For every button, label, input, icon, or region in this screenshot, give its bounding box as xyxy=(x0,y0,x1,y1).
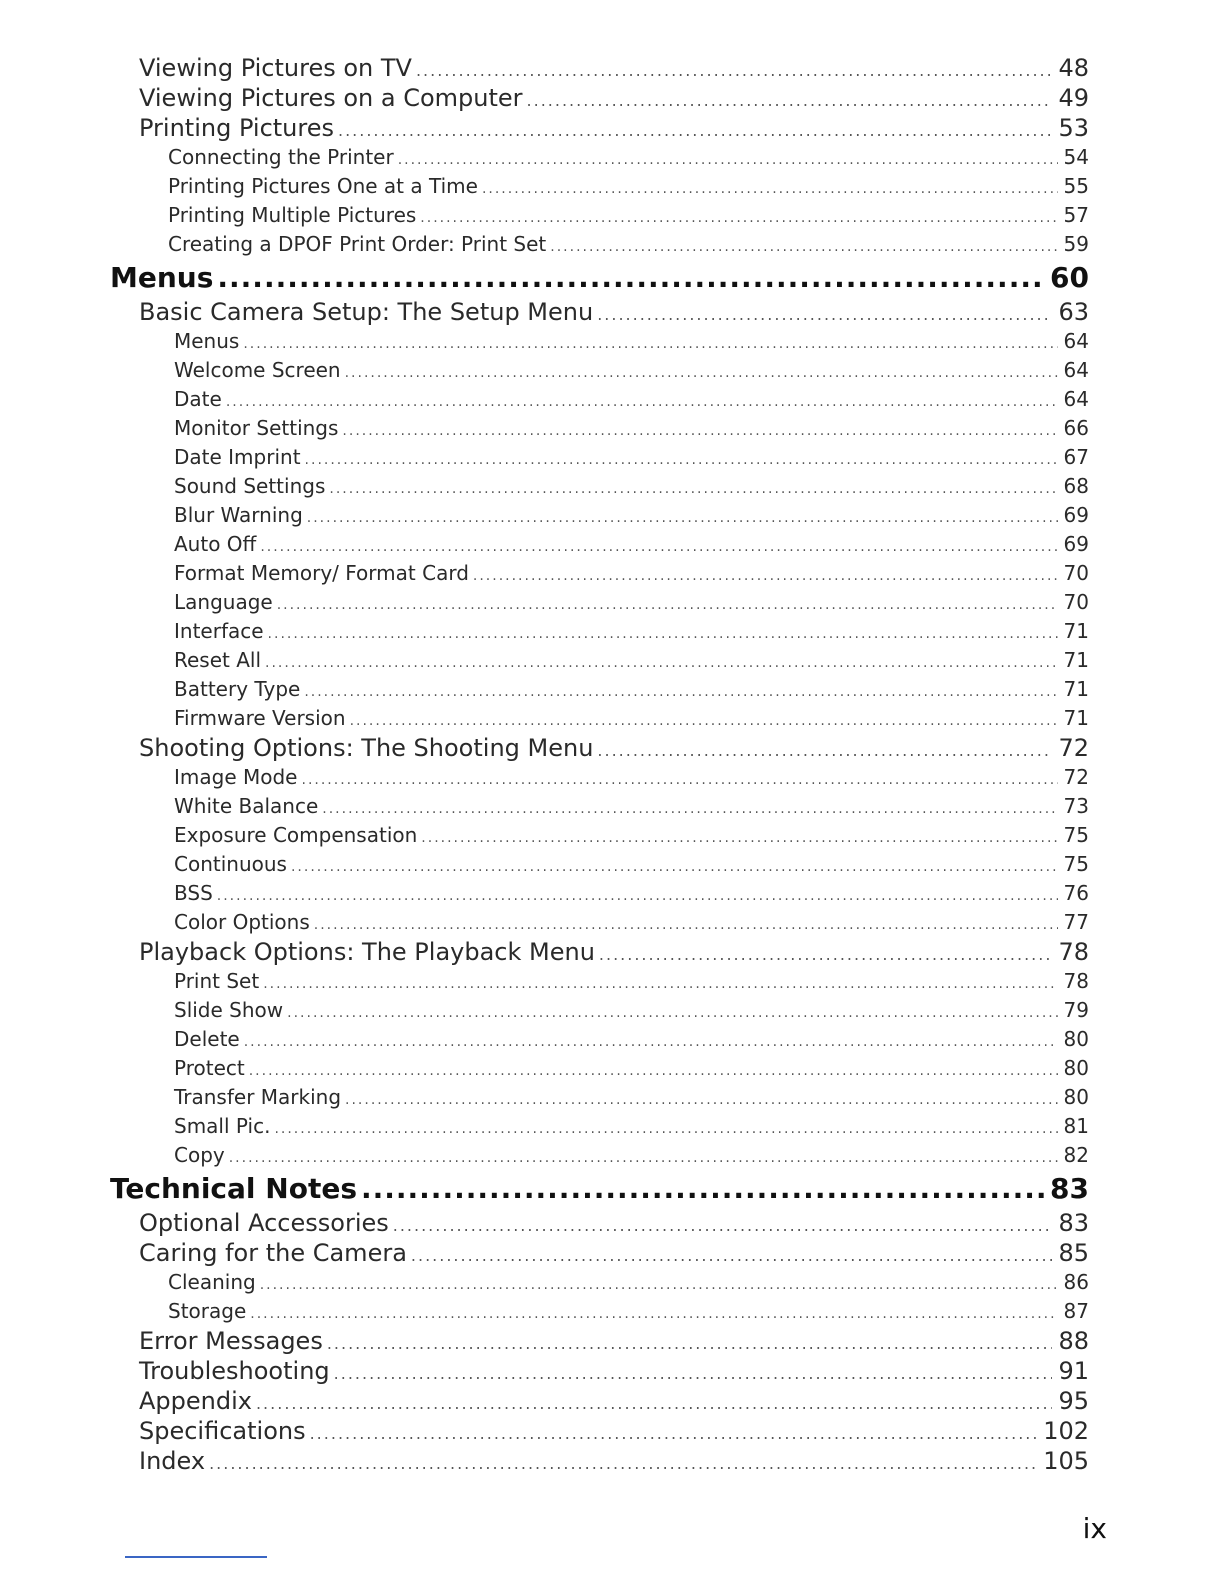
toc-entry-title: Troubleshooting xyxy=(139,1357,330,1385)
dot-leader xyxy=(329,475,1057,501)
toc-entry-title: Playback Options: The Playback Menu xyxy=(139,938,595,966)
dot-leader xyxy=(473,562,1058,588)
toc-entry-title: Firmware Version xyxy=(174,706,346,730)
toc-entry-title: Image Mode xyxy=(174,765,298,789)
toc-entry-page: 85 xyxy=(1058,1239,1089,1267)
toc-entry-page: 57 xyxy=(1063,203,1089,227)
dot-leader xyxy=(217,259,1044,297)
toc-entry-title: Index xyxy=(139,1447,206,1475)
dot-leader xyxy=(291,853,1058,879)
toc-entry[interactable] xyxy=(0,501,1224,530)
dot-leader xyxy=(334,1359,1053,1386)
toc-entry-title: Copy xyxy=(174,1143,225,1167)
toc-entry[interactable] xyxy=(0,1386,1224,1416)
dot-leader xyxy=(260,533,1057,559)
toc-entry-page: 64 xyxy=(1063,358,1089,382)
dot-leader xyxy=(393,1211,1053,1238)
toc-entry-title: Date xyxy=(174,387,222,411)
toc-chapter-title: Technical Notes xyxy=(110,1172,357,1205)
toc-entry[interactable] xyxy=(0,443,1224,472)
toc-entry-title: Delete xyxy=(174,1027,240,1051)
dot-leader xyxy=(229,1144,1058,1170)
toc-entry-page: 67 xyxy=(1063,445,1089,469)
toc-entry[interactable] xyxy=(0,230,1224,259)
toc-entry-page: 80 xyxy=(1063,1056,1089,1080)
toc-entry-page: 66 xyxy=(1063,416,1089,440)
toc-entry-page: 69 xyxy=(1063,532,1089,556)
toc-entry-page: 86 xyxy=(1063,1270,1089,1294)
dot-leader xyxy=(250,1300,1057,1326)
toc-entry[interactable] xyxy=(0,675,1224,704)
toc-entry-page: 71 xyxy=(1063,619,1089,643)
toc-entry-page: 71 xyxy=(1063,648,1089,672)
dot-leader xyxy=(361,1170,1044,1208)
toc-entry-title: Printing Multiple Pictures xyxy=(168,203,417,227)
toc-entry[interactable] xyxy=(0,1446,1224,1476)
toc-entry-title: Printing Pictures One at a Time xyxy=(168,174,478,198)
dot-leader xyxy=(310,1419,1038,1446)
toc-entry-title: Slide Show xyxy=(174,998,284,1022)
toc-entry-page: 75 xyxy=(1063,823,1089,847)
toc-entry[interactable] xyxy=(0,937,1224,967)
dot-leader xyxy=(304,678,1057,704)
dot-leader xyxy=(314,911,1058,937)
dot-leader xyxy=(226,388,1058,414)
toc-entry-title: Viewing Pictures on a Computer xyxy=(139,84,523,112)
toc-entry[interactable] xyxy=(0,733,1224,763)
toc-entry-page: 79 xyxy=(1063,998,1089,1022)
toc-entry-title: Auto Off xyxy=(174,532,257,556)
toc-entry-page: 71 xyxy=(1063,706,1089,730)
toc-entry[interactable] xyxy=(0,821,1224,850)
toc-entry-title: Menus xyxy=(174,329,240,353)
toc-entry-page: 80 xyxy=(1063,1027,1089,1051)
toc-entry[interactable] xyxy=(0,559,1224,588)
toc-entry[interactable] xyxy=(0,356,1224,385)
toc-entry[interactable] xyxy=(0,327,1224,356)
toc-entry[interactable] xyxy=(0,617,1224,646)
toc-entry-page: 64 xyxy=(1063,329,1089,353)
toc-entry[interactable] xyxy=(0,113,1224,143)
toc-entry-title: Storage xyxy=(168,1299,247,1323)
dot-leader xyxy=(550,233,1057,259)
toc-entry-title: Sound Settings xyxy=(174,474,326,498)
toc-chapter-technical-notes[interactable] xyxy=(0,1170,1224,1208)
toc-entry[interactable] xyxy=(0,1054,1224,1083)
dot-leader xyxy=(599,940,1053,967)
toc-entry-page: 75 xyxy=(1063,852,1089,876)
toc-entry-page: 55 xyxy=(1063,174,1089,198)
dot-leader xyxy=(243,330,1057,356)
toc-entry-page: 72 xyxy=(1063,765,1089,789)
dot-leader xyxy=(411,1241,1053,1268)
toc-entry-page: 77 xyxy=(1063,910,1089,934)
toc-entry-page: 70 xyxy=(1063,561,1089,585)
toc-entry-title: Caring for the Camera xyxy=(139,1239,407,1267)
toc-entry[interactable] xyxy=(0,1025,1224,1054)
toc-entry-page: 53 xyxy=(1058,114,1089,142)
toc-entry-page: 81 xyxy=(1063,1114,1089,1138)
toc-entry[interactable] xyxy=(0,967,1224,996)
toc-entry[interactable] xyxy=(0,1238,1224,1268)
toc-entry-page: 102 xyxy=(1043,1417,1089,1445)
toc-entry-title: Specifications xyxy=(139,1417,306,1445)
toc-entry-page: 76 xyxy=(1063,881,1089,905)
dot-leader xyxy=(260,1271,1058,1297)
toc-entry[interactable] xyxy=(0,53,1224,83)
toc-entry[interactable] xyxy=(0,172,1224,201)
toc-entry[interactable] xyxy=(0,530,1224,559)
dot-leader xyxy=(350,707,1058,733)
toc-chapter-page: 60 xyxy=(1050,261,1089,294)
toc-entry-title: Battery Type xyxy=(174,677,301,701)
dot-leader xyxy=(345,359,1058,385)
toc-entry-page: 69 xyxy=(1063,503,1089,527)
toc-chapter-title: Menus xyxy=(110,261,214,294)
toc-entry[interactable] xyxy=(0,850,1224,879)
toc-entry[interactable] xyxy=(0,1083,1224,1112)
toc-entry-title: Blur Warning xyxy=(174,503,303,527)
toc-entry-page: 59 xyxy=(1063,232,1089,256)
toc-entry-title: Welcome Screen xyxy=(174,358,341,382)
dot-leader xyxy=(398,146,1058,172)
toc-entry[interactable] xyxy=(0,1141,1224,1170)
toc-entry-title: Small Pic. xyxy=(174,1114,271,1138)
toc-entry-title: Protect xyxy=(174,1056,245,1080)
toc-entry[interactable] xyxy=(0,385,1224,414)
toc-entry-title: Color Options xyxy=(174,910,310,934)
dot-leader xyxy=(420,204,1057,230)
dot-leader xyxy=(263,970,1057,996)
toc-entry-title: Continuous xyxy=(174,852,287,876)
dot-leader xyxy=(268,620,1058,646)
toc-entry-page: 49 xyxy=(1058,84,1089,112)
toc-entry[interactable] xyxy=(0,1416,1224,1446)
toc-entry[interactable] xyxy=(0,879,1224,908)
toc-entry[interactable] xyxy=(0,472,1224,501)
dot-leader xyxy=(345,1086,1058,1112)
toc-entry-title: Interface xyxy=(174,619,264,643)
toc-entry-title: Print Set xyxy=(174,969,260,993)
toc-entry-page: 95 xyxy=(1058,1387,1089,1415)
dot-leader xyxy=(305,446,1058,472)
toc-entry-page: 78 xyxy=(1063,969,1089,993)
toc-entry-title: Format Memory/ Format Card xyxy=(174,561,469,585)
dot-leader xyxy=(307,504,1058,530)
toc-entry-page: 72 xyxy=(1058,734,1089,762)
toc-entry[interactable] xyxy=(0,1112,1224,1141)
dot-leader xyxy=(277,591,1058,617)
toc-entry[interactable] xyxy=(0,763,1224,792)
toc-entry[interactable] xyxy=(0,83,1224,113)
dot-leader xyxy=(327,1329,1053,1356)
toc-entry-title: Monitor Settings xyxy=(174,416,339,440)
dot-leader xyxy=(287,999,1057,1025)
dot-leader xyxy=(416,56,1052,83)
dot-leader xyxy=(322,795,1057,821)
toc-chapter-page: 83 xyxy=(1050,1172,1089,1205)
toc-entry[interactable] xyxy=(0,201,1224,230)
toc-entry[interactable] xyxy=(0,588,1224,617)
toc-entry-page: 48 xyxy=(1058,54,1089,82)
toc-entry[interactable] xyxy=(0,1297,1224,1326)
toc-entry[interactable] xyxy=(0,1268,1224,1297)
toc-entry-title: Optional Accessories xyxy=(139,1209,389,1237)
dot-leader xyxy=(302,766,1058,792)
toc-entry-page: 54 xyxy=(1063,145,1089,169)
toc-entry-title: Creating a DPOF Print Order: Print Set xyxy=(168,232,547,256)
dot-leader xyxy=(249,1057,1058,1083)
toc-entry[interactable] xyxy=(0,996,1224,1025)
toc-entry-title: Cleaning xyxy=(168,1270,256,1294)
toc-entry-title: Basic Camera Setup: The Setup Menu xyxy=(139,298,594,326)
toc-entry-title: Connecting the Printer xyxy=(168,145,394,169)
toc-entry-page: 73 xyxy=(1063,794,1089,818)
dot-leader xyxy=(527,86,1053,113)
toc-entry-title: Error Messages xyxy=(139,1327,323,1355)
toc-entry[interactable] xyxy=(0,297,1224,327)
toc-entry-title: Shooting Options: The Shooting Menu xyxy=(139,734,594,762)
toc-entry-title: Appendix xyxy=(139,1387,252,1415)
footer-rule xyxy=(125,1556,267,1558)
dot-leader xyxy=(209,1449,1037,1476)
toc-entry-title: Language xyxy=(174,590,273,614)
toc-entry-title: Exposure Compensation xyxy=(174,823,418,847)
page-number: ix xyxy=(1082,1512,1107,1545)
dot-leader xyxy=(338,116,1052,143)
toc-entry-page: 83 xyxy=(1058,1209,1089,1237)
toc-entry-page: 105 xyxy=(1043,1447,1089,1475)
toc-entry-title: Reset All xyxy=(174,648,262,672)
toc-entry-title: BSS xyxy=(174,881,213,905)
toc-entry[interactable] xyxy=(0,143,1224,172)
dot-leader xyxy=(274,1115,1057,1141)
toc-entry-page: 80 xyxy=(1063,1085,1089,1109)
toc-entry-page: 71 xyxy=(1063,677,1089,701)
toc-entry[interactable] xyxy=(0,792,1224,821)
dot-leader xyxy=(597,300,1052,327)
toc-entry-title: Viewing Pictures on TV xyxy=(139,54,412,82)
toc-chapter-menus[interactable] xyxy=(0,259,1224,297)
dot-leader xyxy=(421,824,1057,850)
toc-entry-page: 68 xyxy=(1063,474,1089,498)
dot-leader xyxy=(256,1389,1052,1416)
toc-entry-title: Transfer Marking xyxy=(174,1085,342,1109)
toc-entry-page: 70 xyxy=(1063,590,1089,614)
toc-entry[interactable] xyxy=(0,1326,1224,1356)
toc-entry-page: 82 xyxy=(1063,1143,1089,1167)
toc-entry[interactable] xyxy=(0,646,1224,675)
toc-entry[interactable] xyxy=(0,704,1224,733)
dot-leader xyxy=(265,649,1058,675)
toc-entry-page: 78 xyxy=(1058,938,1089,966)
toc-entry[interactable] xyxy=(0,1208,1224,1238)
toc-entry-title: Printing Pictures xyxy=(139,114,334,142)
toc-entry-page: 88 xyxy=(1058,1327,1089,1355)
table-of-contents xyxy=(0,53,1224,1476)
dot-leader xyxy=(217,882,1058,908)
toc-entry[interactable] xyxy=(0,908,1224,937)
toc-entry[interactable] xyxy=(0,414,1224,443)
toc-entry-page: 64 xyxy=(1063,387,1089,411)
toc-entry-page: 63 xyxy=(1058,298,1089,326)
toc-entry-page: 91 xyxy=(1058,1357,1089,1385)
dot-leader xyxy=(597,736,1052,763)
toc-entry-page: 87 xyxy=(1063,1299,1089,1323)
toc-entry-title: Date Imprint xyxy=(174,445,301,469)
dot-leader xyxy=(244,1028,1058,1054)
toc-entry-title: White Balance xyxy=(174,794,319,818)
dot-leader xyxy=(342,417,1057,443)
dot-leader xyxy=(482,175,1058,201)
toc-entry[interactable] xyxy=(0,1356,1224,1386)
